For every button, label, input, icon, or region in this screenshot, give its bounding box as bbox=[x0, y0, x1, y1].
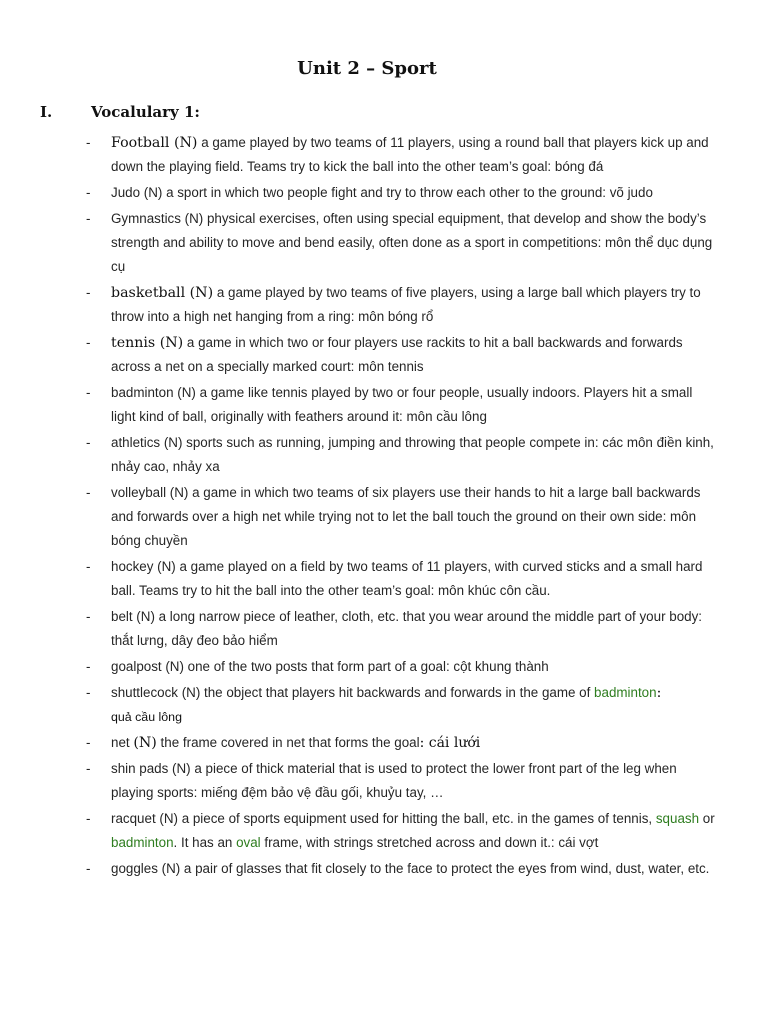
vocab-definition-or: or bbox=[699, 810, 715, 826]
vocab-item-shin-pads bbox=[86, 757, 716, 805]
vocab-definition: hockey (N) a game played on a field by two teams of 11 players, with curved sticks and a small hard ball. Teams try to hit the ball into the other team’s goal: môn khúc côn cầu. bbox=[111, 559, 703, 599]
bullet-dash: - bbox=[86, 735, 91, 750]
section-number: I. bbox=[40, 103, 53, 121]
vocab-definition: badminton (N) a game like tennis played by two or four people, usually indoors. Players hit a small light kind of ball, originally with feathers around it: môn cầu lông bbox=[111, 385, 693, 425]
bullet-dash: - bbox=[86, 135, 91, 150]
vocab-definition: a game in which two or four players use rackits to hit a ball backwards and forwards across a net on a specially marked court: môn tennis bbox=[111, 335, 683, 375]
bullet-dash: - bbox=[86, 810, 91, 826]
vocab-item-tennis bbox=[86, 331, 716, 379]
squash-link[interactable]: squash bbox=[655, 810, 700, 826]
vocab-item-net bbox=[86, 731, 716, 755]
section-title: Vocalulary 1: bbox=[91, 103, 200, 121]
bullet-dash: - bbox=[86, 210, 91, 226]
vocab-item-shuttlecock bbox=[86, 681, 716, 729]
vocab-definition: goalpost (N) one of the two posts that form part of a goal: cột khung thành bbox=[111, 659, 549, 675]
colon: : bbox=[656, 685, 662, 701]
vocab-definition: athletics (N) sports such as running, jumping and throwing that people compete in: các môn điền kinh, nhảy cao, nhảy xa bbox=[111, 435, 714, 475]
bullet-dash: - bbox=[86, 185, 91, 200]
bullet-dash: - bbox=[86, 860, 91, 876]
bullet-dash: - bbox=[86, 285, 91, 300]
vocab-item-judo bbox=[86, 181, 716, 205]
bullet-dash: - bbox=[86, 760, 91, 776]
vocab-translation: cái lưới bbox=[424, 735, 481, 751]
vocab-definition: racquet (N) a piece of sports equipment used for hitting the ball, etc. in the games of tennis, bbox=[111, 810, 656, 826]
vocab-translation: quả cầu lông bbox=[111, 710, 182, 725]
vocab-item-goggles bbox=[86, 857, 716, 881]
vocab-item-goalpost bbox=[86, 655, 716, 679]
vocab-item-gymnastics bbox=[86, 207, 716, 280]
oval-link[interactable]: oval bbox=[236, 835, 261, 850]
badminton-link[interactable]: badminton bbox=[111, 835, 174, 850]
vocab-definition: goggles (N) a pair of glasses that fit closely to the face to protect the eyes from wind, dust, water, etc. bbox=[111, 860, 710, 876]
vocab-definition-end: frame, with strings stretched across and down it.: cái vợt bbox=[260, 835, 599, 850]
part-of-speech: (N) bbox=[133, 735, 157, 751]
vocab-definition: shuttlecock (N) the object that players hit backwards and forwards in the game of bbox=[111, 685, 595, 700]
bullet-dash: - bbox=[86, 335, 91, 350]
vocab-item-belt bbox=[86, 605, 716, 653]
vocab-word: net bbox=[111, 735, 134, 750]
bullet-dash: - bbox=[86, 385, 91, 400]
bullet-dash: - bbox=[86, 685, 91, 700]
page-title: Unit 2 – Sport bbox=[297, 58, 437, 79]
vocab-definition: a game played by two teams of five players, using a large ball which players try to throw into a high net hanging from a ring: môn bóng rổ bbox=[111, 285, 701, 325]
vocab-item-badminton bbox=[86, 381, 716, 429]
colon: : bbox=[419, 735, 425, 751]
vocab-definition: a game played by two teams of 11 players, using a round ball that players kick up and down the playing field. Teams try to kick the ball into the other team’s goal: bóng đá bbox=[111, 135, 709, 175]
vocab-term: Football (N) bbox=[111, 135, 198, 151]
section-heading bbox=[40, 103, 200, 121]
vocab-item-athletics bbox=[86, 431, 716, 479]
vocab-item-hockey bbox=[86, 555, 716, 603]
vocab-definition: volleyball (N) a game in which two teams of six players use their hands to hit a large ball backwards and forwards over a high net while trying not to let the ball touch the ground on their own side: môn bóng chuyền bbox=[111, 485, 701, 549]
bullet-dash: - bbox=[86, 659, 91, 675]
vocab-definition-cont: . It has an bbox=[173, 835, 237, 850]
bullet-dash: - bbox=[86, 435, 91, 450]
vocab-item-racquet bbox=[86, 807, 716, 855]
bullet-dash: - bbox=[86, 485, 91, 500]
vocab-item-football bbox=[86, 131, 716, 179]
vocab-definition: Gymnastics (N) physical exercises, often using special equipment, that develop and show the body’s strength and ability to move and bend easily, often done as a sport in competitions: môn thể dục dụng cụ bbox=[111, 210, 713, 275]
vocab-term: tennis (N) bbox=[111, 335, 184, 351]
vocab-term: basketball (N) bbox=[111, 285, 214, 301]
vocab-definition: Judo (N) a sport in which two people fight and try to throw each other to the ground: võ judo bbox=[111, 185, 653, 200]
vocab-definition: the frame covered in net that forms the goal bbox=[156, 735, 420, 750]
vocab-item-volleyball bbox=[86, 481, 716, 554]
vocab-definition: belt (N) a long narrow piece of leather, cloth, etc. that you wear around the middle part of your body: thắt lưng, dây đeo bảo hiểm bbox=[111, 609, 703, 649]
vocabulary-list bbox=[86, 131, 716, 883]
vocab-item-basketball bbox=[86, 281, 716, 329]
bullet-dash: - bbox=[86, 609, 91, 625]
badminton-link[interactable]: badminton bbox=[594, 685, 657, 700]
bullet-dash: - bbox=[86, 559, 91, 575]
vocab-definition: shin pads (N) a piece of thick material that is used to protect the lower front part of the leg when playing sports: miếng đệm bảo vệ đầu gối, khuỷu tay, … bbox=[111, 760, 677, 800]
